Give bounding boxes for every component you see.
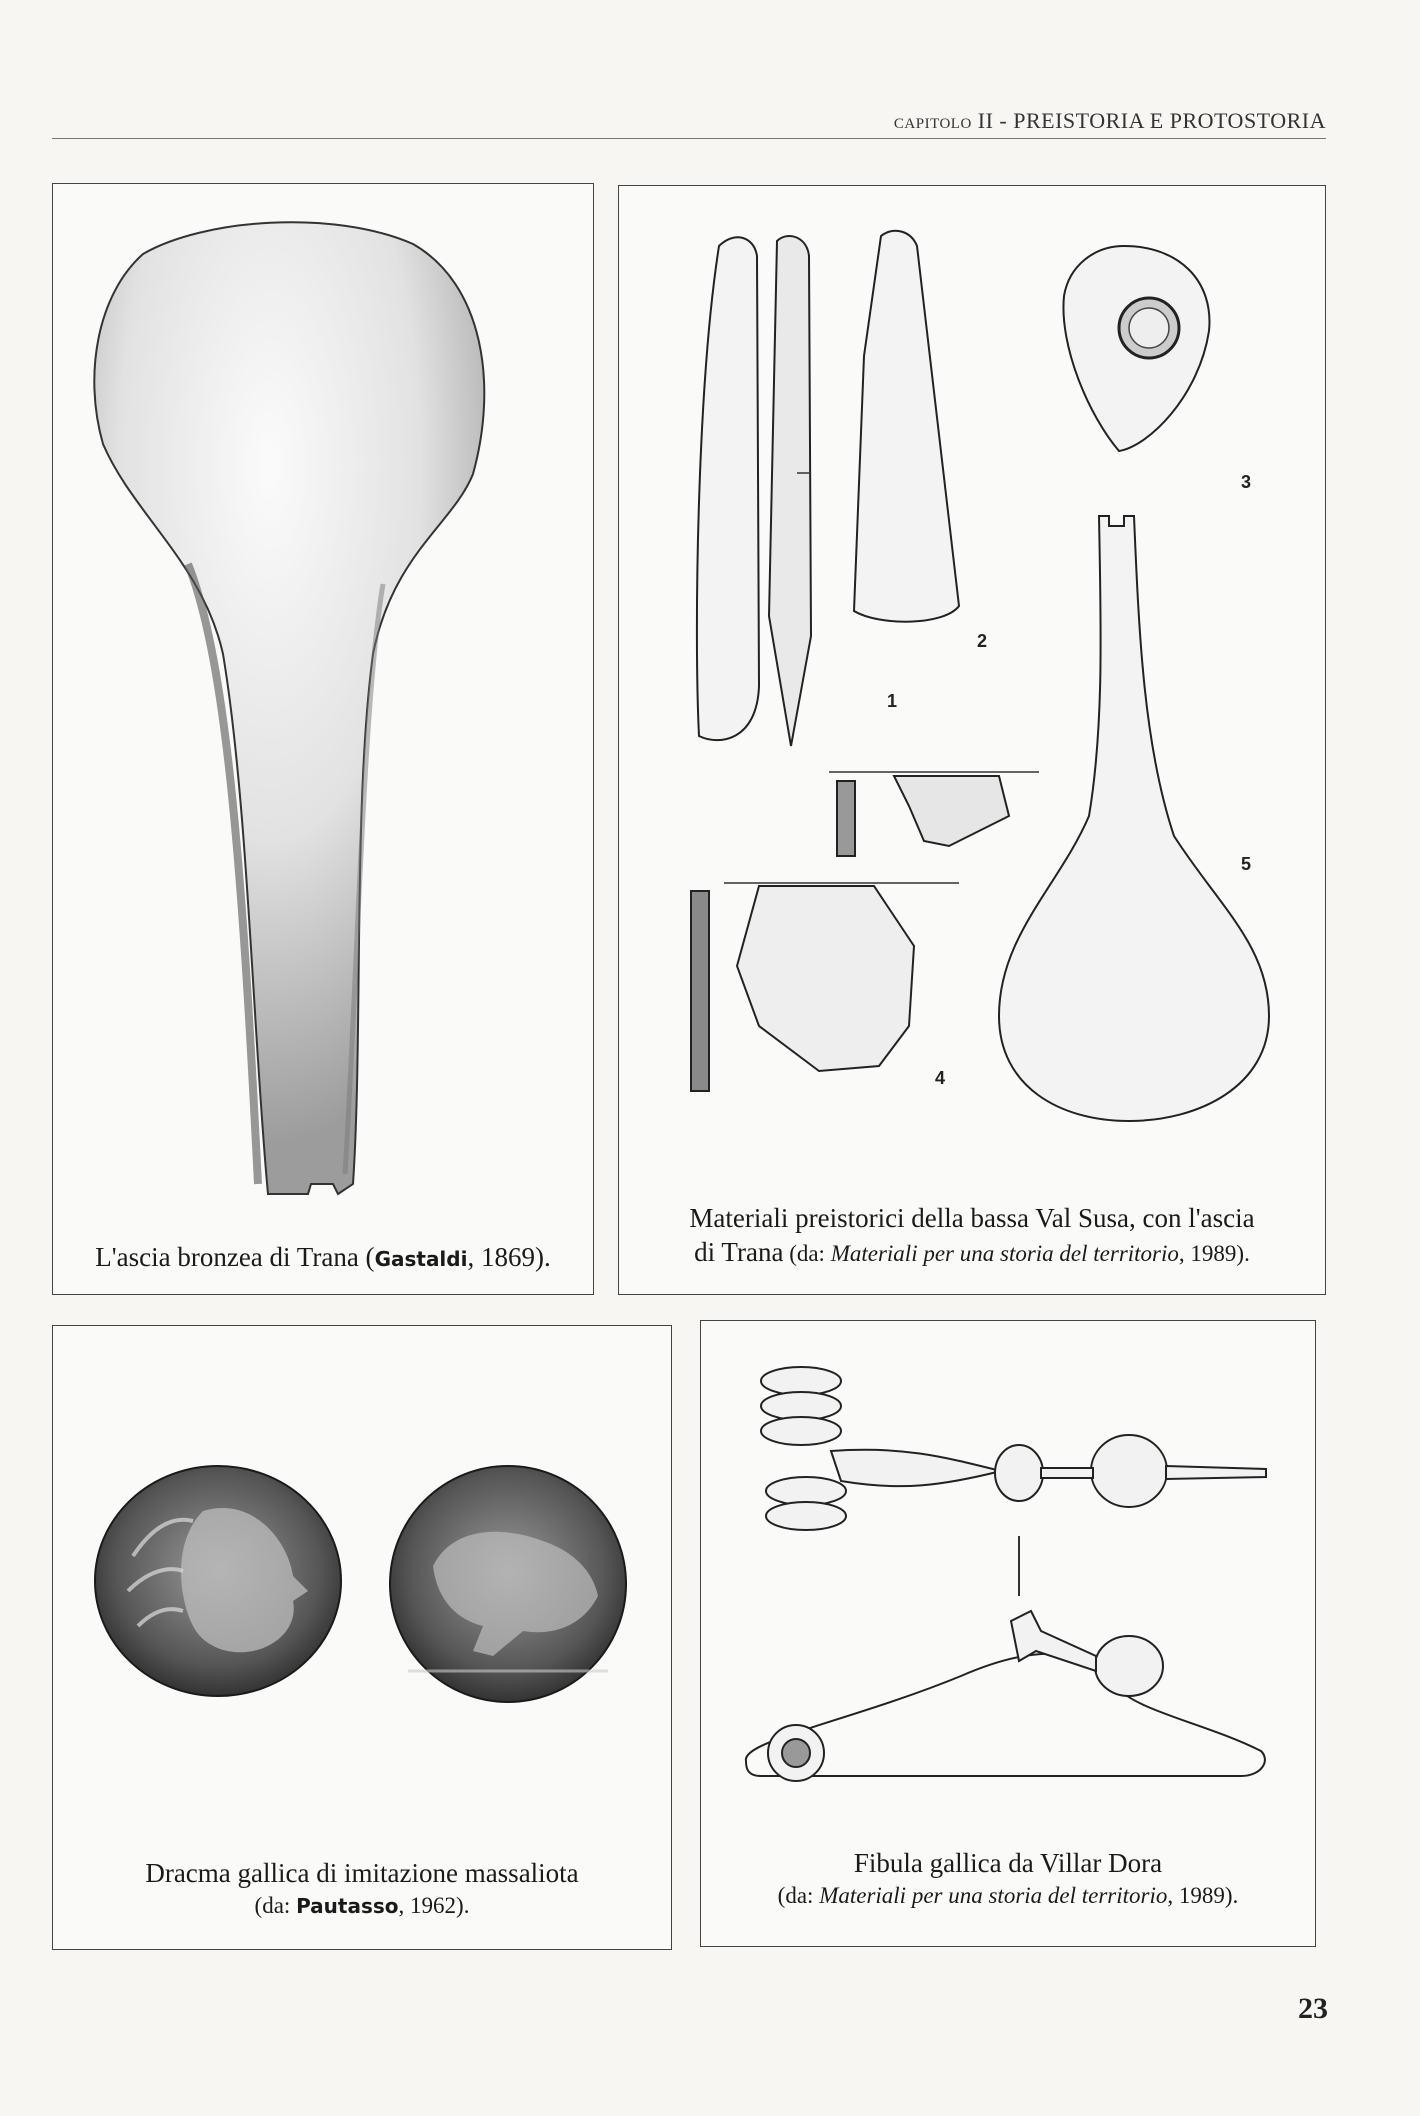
axe-panel [52,183,594,1295]
sherd-4-profile [691,891,709,1091]
coin-caption-line1: Dracma gallica di imitazione massaliota [145,1858,579,1888]
sherd-profile [837,781,855,856]
bronze-axe-illustration [53,184,595,1296]
stone-blade-left [697,237,759,740]
materials-illustration [619,186,1327,1296]
figure-number-5: 5 [1241,854,1252,874]
fibula-caption-line2: (da: Materiali per una storia del territorio, 1989). [777,1883,1239,1908]
running-title: capitolo II - PREISTORIA E PROTOSTORIA [893,108,1326,133]
figure-number-3: 3 [1241,472,1252,492]
axe-caption [53,1240,593,1276]
stone-axe-2 [854,231,959,622]
stone-blade-narrow [769,236,811,746]
running-header [52,108,1326,139]
coin-obverse [95,1466,341,1696]
coin-caption [53,1856,671,1922]
sherd-small [894,776,1009,846]
figure-number-2: 2 [977,631,988,651]
fibula-caption-line1: Fibula gallica da Villar Dora [853,1848,1163,1878]
figure-number-4: 4 [935,1068,946,1088]
materials-caption [619,1201,1325,1271]
materials-panel [618,185,1326,1295]
fibula-panel [700,1320,1316,1947]
fibula-side-view [746,1611,1265,1781]
fibula-top-view [761,1367,1266,1530]
figure-number-1: 1 [887,691,898,711]
bronze-axe-5 [999,516,1269,1121]
sherd-4 [737,886,914,1071]
fibula-caption [701,1846,1315,1912]
coin-reverse [390,1466,626,1702]
coin-caption-line2: (da: Pautasso, 1962). [254,1893,470,1918]
materials-caption-line1: Materiali preistorici della bassa Val Susa, con l'ascia [689,1203,1255,1233]
axe-caption-line: L'ascia bronzea di Trana (Gastaldi, 1869). [95,1242,551,1272]
coin-panel [52,1325,672,1950]
page-number: 23 [1298,1992,1328,2025]
materials-caption-line2: di Trana (da: Materiali per una storia del territorio, 1989). [694,1237,1250,1267]
